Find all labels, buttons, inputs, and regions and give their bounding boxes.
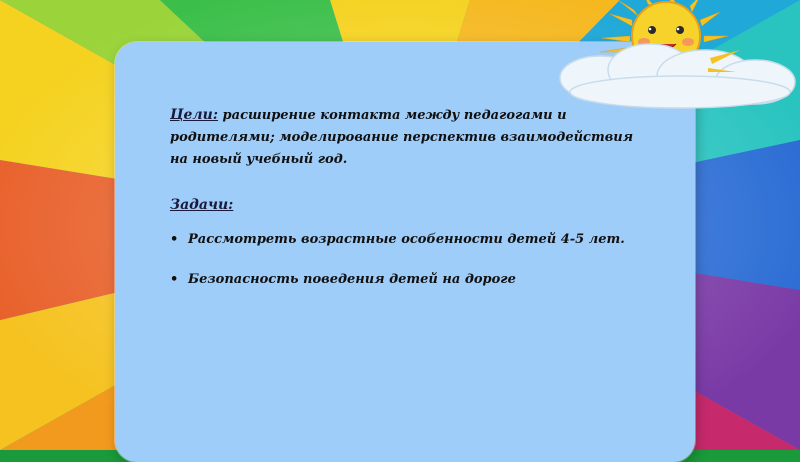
tasks-list (170, 231, 640, 289)
goal-label: Цели: (170, 107, 219, 123)
task-text: Рассмотреть возрастные особенности детей 4-5 лет. (188, 232, 625, 247)
bullet-icon: • (170, 272, 179, 287)
tasks-heading: Задачи: (170, 197, 234, 213)
bullet-icon: • (170, 232, 179, 247)
task-item (170, 271, 640, 289)
slide-content (170, 104, 640, 311)
smiling-sun-icon (540, 0, 800, 110)
goal-paragraph (170, 104, 640, 171)
task-item (170, 231, 640, 249)
goal-text: расширение контакта между педагогами и родителями; моделирование перспектив взаимодействия на новый учебный год. (170, 108, 634, 167)
task-text: Безопасность поведения детей на дороге (188, 272, 516, 287)
